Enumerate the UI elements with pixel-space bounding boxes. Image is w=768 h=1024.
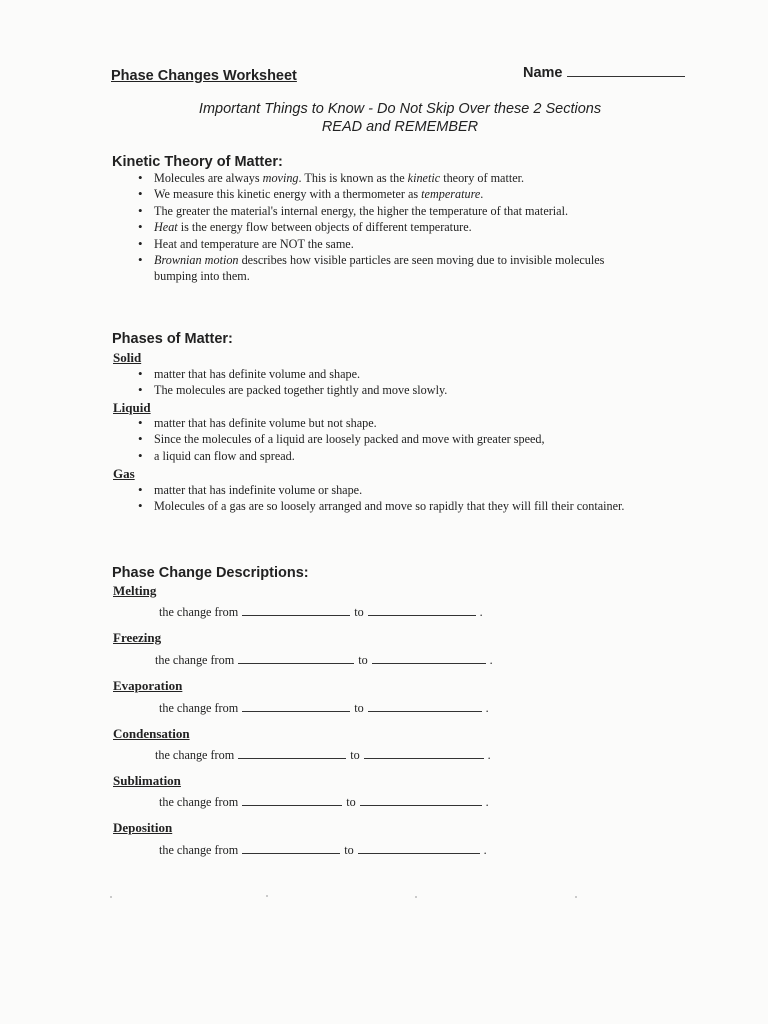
melting-from-blank[interactable] (242, 605, 350, 616)
list-item: • Heat is the energy flow between objects of different temperature. (136, 219, 604, 235)
freezing-label: Freezing (113, 630, 162, 645)
list-item: • We measure this kinetic energy with a thermometer as temperature. (136, 186, 604, 202)
phases-heading: Phases of Matter: (112, 331, 233, 347)
gas-label: Gas (113, 466, 135, 481)
evaporation-label: Evaporation (113, 678, 183, 693)
list-item: • matter that has definite volume and shape. (136, 366, 447, 382)
worksheet-title: Phase Changes Worksheet (111, 68, 297, 84)
sublimation-to-blank[interactable] (360, 795, 482, 806)
freezing-row: the change from to . (155, 653, 493, 667)
evaporation-to-blank[interactable] (368, 701, 482, 712)
sublimation-label: Sublimation (113, 773, 181, 788)
sublimation-row: the change from to . (159, 795, 489, 809)
condensation-from-blank[interactable] (238, 748, 346, 759)
gas-list (136, 482, 624, 515)
evaporation-from-blank[interactable] (242, 701, 350, 712)
name-field[interactable] (523, 64, 685, 81)
solid-list (136, 366, 447, 399)
melting-to-blank[interactable] (368, 605, 476, 616)
deposition-from-blank[interactable] (242, 843, 340, 854)
list-item: • Molecules are always moving. This is known as the kinetic theory of matter. (136, 170, 604, 186)
scan-speck (110, 896, 112, 898)
freezing-to-blank[interactable] (372, 653, 486, 664)
kinetic-heading: Kinetic Theory of Matter: (112, 154, 283, 170)
melting-label: Melting (113, 583, 157, 598)
list-item: • The greater the material's internal energy, the higher the temperature of that material. (136, 203, 604, 219)
deposition-to-blank[interactable] (358, 843, 480, 854)
important-notice (150, 100, 650, 136)
list-item: • a liquid can flow and spread. (136, 448, 545, 464)
scan-speck (575, 896, 577, 898)
notice-line-1: Important Things to Know - Do Not Skip Over these 2 Sections (198, 101, 602, 117)
scan-speck (266, 895, 268, 897)
notice-line-2: READ and REMEMBER (321, 119, 479, 135)
evaporation-row: the change from to . (159, 701, 489, 715)
name-label: Name (523, 65, 563, 81)
freezing-from-blank[interactable] (238, 653, 354, 664)
sublimation-from-blank[interactable] (242, 795, 342, 806)
condensation-to-blank[interactable] (364, 748, 484, 759)
melting-row: the change from to . (159, 605, 483, 619)
list-item: • The molecules are packed together tightly and move slowly. (136, 382, 447, 398)
list-item: • matter that has definite volume but not shape. (136, 415, 545, 431)
condensation-row: the change from to . (155, 748, 491, 762)
list-item: • Since the molecules of a liquid are loosely packed and move with greater speed, (136, 431, 545, 447)
liquid-list (136, 415, 545, 464)
liquid-label: Liquid (113, 400, 151, 415)
list-item: • Molecules of a gas are so loosely arranged and move so rapidly that they will fill their container. (136, 498, 624, 514)
list-item: • Heat and temperature are NOT the same. (136, 236, 604, 252)
descriptions-heading: Phase Change Descriptions: (112, 565, 309, 581)
kinetic-list (136, 170, 604, 285)
deposition-row: the change from to . (159, 843, 487, 857)
name-blank[interactable] (567, 64, 685, 77)
deposition-label: Deposition (113, 820, 173, 835)
list-item: • Brownian motion describes how visible particles are seen moving due to invisible molecules bumping into them. (136, 252, 604, 285)
list-item: • matter that has indefinite volume or shape. (136, 482, 624, 498)
condensation-label: Condensation (113, 726, 190, 741)
scan-speck (415, 896, 417, 898)
solid-label: Solid (113, 350, 142, 365)
